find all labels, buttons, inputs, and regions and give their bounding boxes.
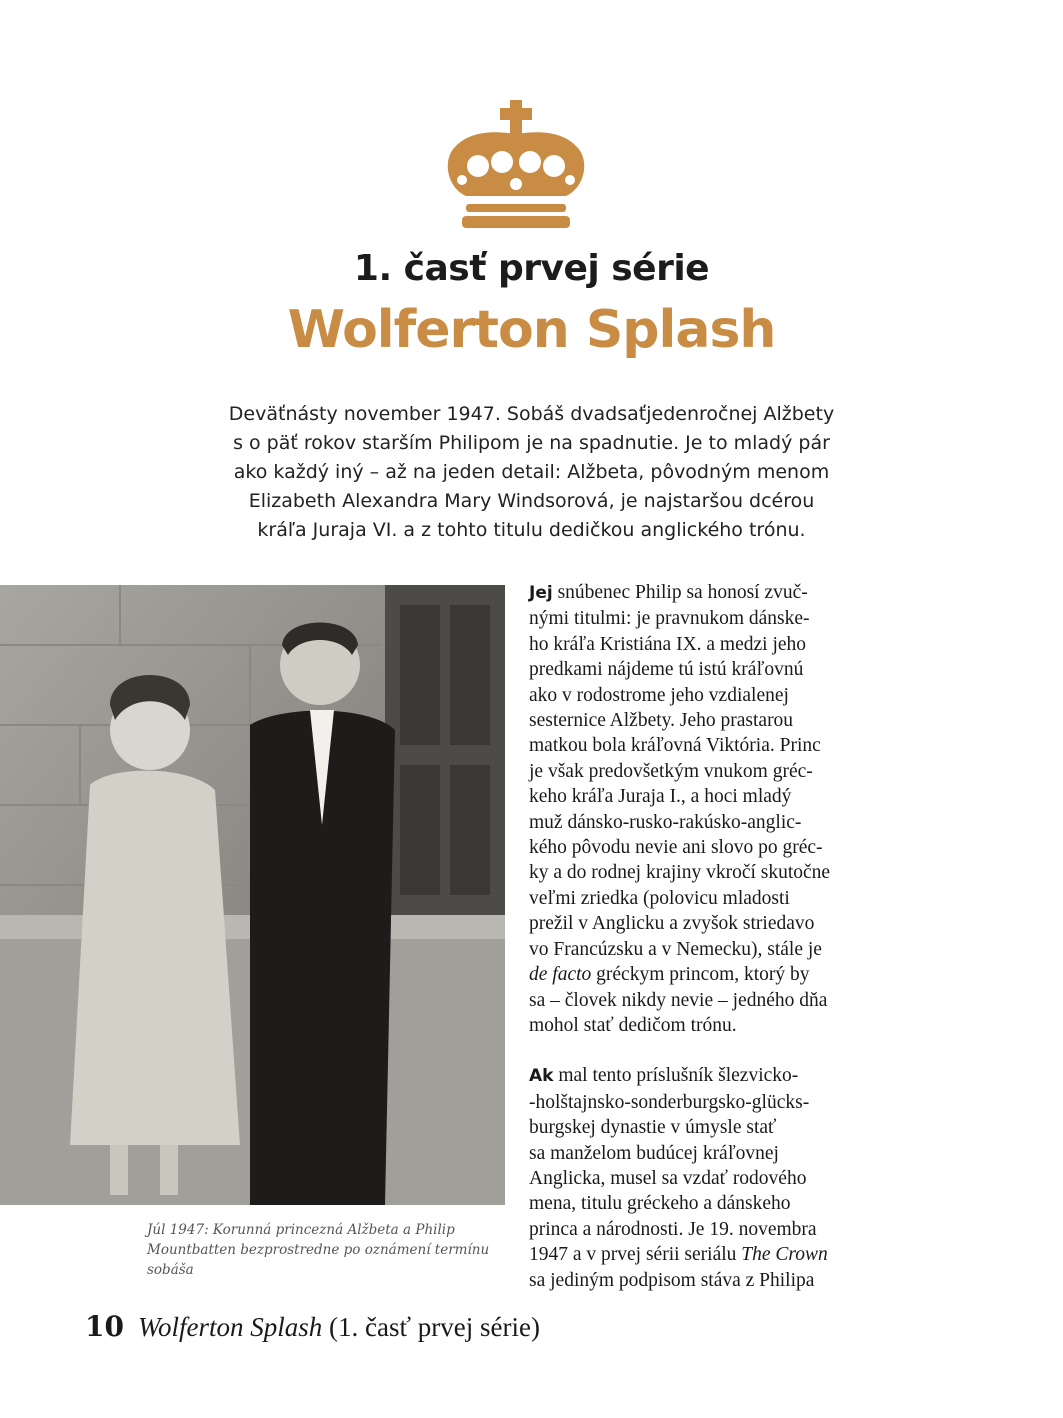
- body-line: je však predovšetkým vnukom gréc-: [529, 760, 813, 782]
- paragraph-gap: [529, 1038, 889, 1063]
- footer-episode-title: Wolferton Splash: [137, 1312, 323, 1342]
- body-line: prežil v Anglicku a zvyšok striedavo: [529, 913, 815, 935]
- page-footer: [85, 1310, 540, 1343]
- body-line: [529, 962, 889, 987]
- intro-line: Deväťnásty november 1947. Sobáš dvadsaťjedenročnej Alžbety: [228, 403, 835, 425]
- body-line: [529, 1063, 889, 1089]
- body-line: matkou bola kráľovná Viktória. Princ: [529, 735, 821, 757]
- body-line: burgskej dynastie v úmysle stať: [529, 1117, 777, 1139]
- body-line: kého pôvodu nevie ani slovo po gréc-: [529, 837, 823, 859]
- intro-line: kráľa Juraja VI. a z tohto titulu dedičkou anglického trónu.: [257, 519, 806, 541]
- body-line: nými titulmi: je pravnukom dánske-: [529, 608, 810, 630]
- body-line-text: gréckym princom, ktorý by: [591, 964, 810, 986]
- body-line: [529, 580, 889, 606]
- body-line: -holštajnsko-sonderburgsko-glücks-: [529, 1091, 810, 1113]
- series-title: The Crown: [741, 1244, 828, 1266]
- photo-caption: Júl 1947: Korunná princezná Alžbeta a Philip Mountbatten bezprostredne po oznámení termínu sobáša: [147, 1222, 490, 1278]
- body-line: sa jediným podpisom stáva z Philipa: [529, 1269, 815, 1291]
- body-line: vo Francúzsku a v Nemecku), stále je: [529, 938, 822, 960]
- body-line: sa manželom budúcej kráľovnej: [529, 1142, 779, 1164]
- engagement-photo-illustration: [0, 585, 505, 1205]
- episode-subtitle: 1. časť prvej série: [353, 248, 710, 289]
- intro-paragraph: [130, 400, 933, 545]
- body-line: sa – človek nikdy nevie – jedného dňa: [529, 989, 828, 1011]
- body-line: muž dánsko-rusko-rakúsko-anglic-: [529, 811, 802, 833]
- body-line: princa a národnosti. Je 19. novembra: [529, 1218, 817, 1240]
- intro-line: Elizabeth Alexandra Mary Windsorová, je najstaršou dcérou: [248, 490, 815, 512]
- body-line: ho kráľa Kristiána IX. a medzi jeho: [529, 633, 807, 655]
- intro-line: ako každý iný – až na jeden detail: Alžbeta, pôvodným menom: [233, 461, 830, 483]
- body-line: veľmi zriedka (polovicu mladosti: [529, 887, 790, 909]
- paragraph-lead: Ak: [529, 1066, 554, 1087]
- body-line: [529, 1242, 889, 1267]
- body-line: predkami nájdeme tú istú kráľovnú: [529, 659, 804, 681]
- body-line: ako v rodostrome jeho vzdialenej: [529, 684, 789, 706]
- body-line: mohol stať dedičom trónu.: [529, 1014, 737, 1036]
- italic-term: de facto: [529, 964, 592, 986]
- body-line-text: mal tento príslušník šlezvicko-: [553, 1065, 799, 1087]
- paragraph-lead: Jej: [529, 583, 553, 603]
- crown-icon: [440, 100, 592, 230]
- body-line: Anglicka, musel sa vzdať rodového: [529, 1167, 807, 1189]
- body-line: ky a do rodnej krajiny vkročí skutočne: [529, 862, 831, 884]
- page-number: 10: [85, 1310, 124, 1343]
- body-line: keho kráľa Juraja I., a hoci mladý: [529, 786, 792, 808]
- engagement-photo: [0, 585, 505, 1205]
- body-line-text: snúbenec Philip sa honosí zvuč-: [552, 582, 808, 603]
- body-text-column: [529, 580, 889, 1293]
- body-line: mena, titulu gréckeho a dánskeho: [529, 1193, 791, 1215]
- body-line-text: 1947 a v prvej sérii seriálu: [529, 1244, 742, 1266]
- intro-line: s o päť rokov starším Philipom je na spadnutie. Je to mladý pár: [233, 432, 830, 454]
- footer-episode-note: (1. časť prvej série): [322, 1312, 540, 1342]
- body-line: sesternice Alžbety. Jeho prastarou: [529, 710, 794, 732]
- episode-title: Wolferton Splash: [287, 300, 776, 360]
